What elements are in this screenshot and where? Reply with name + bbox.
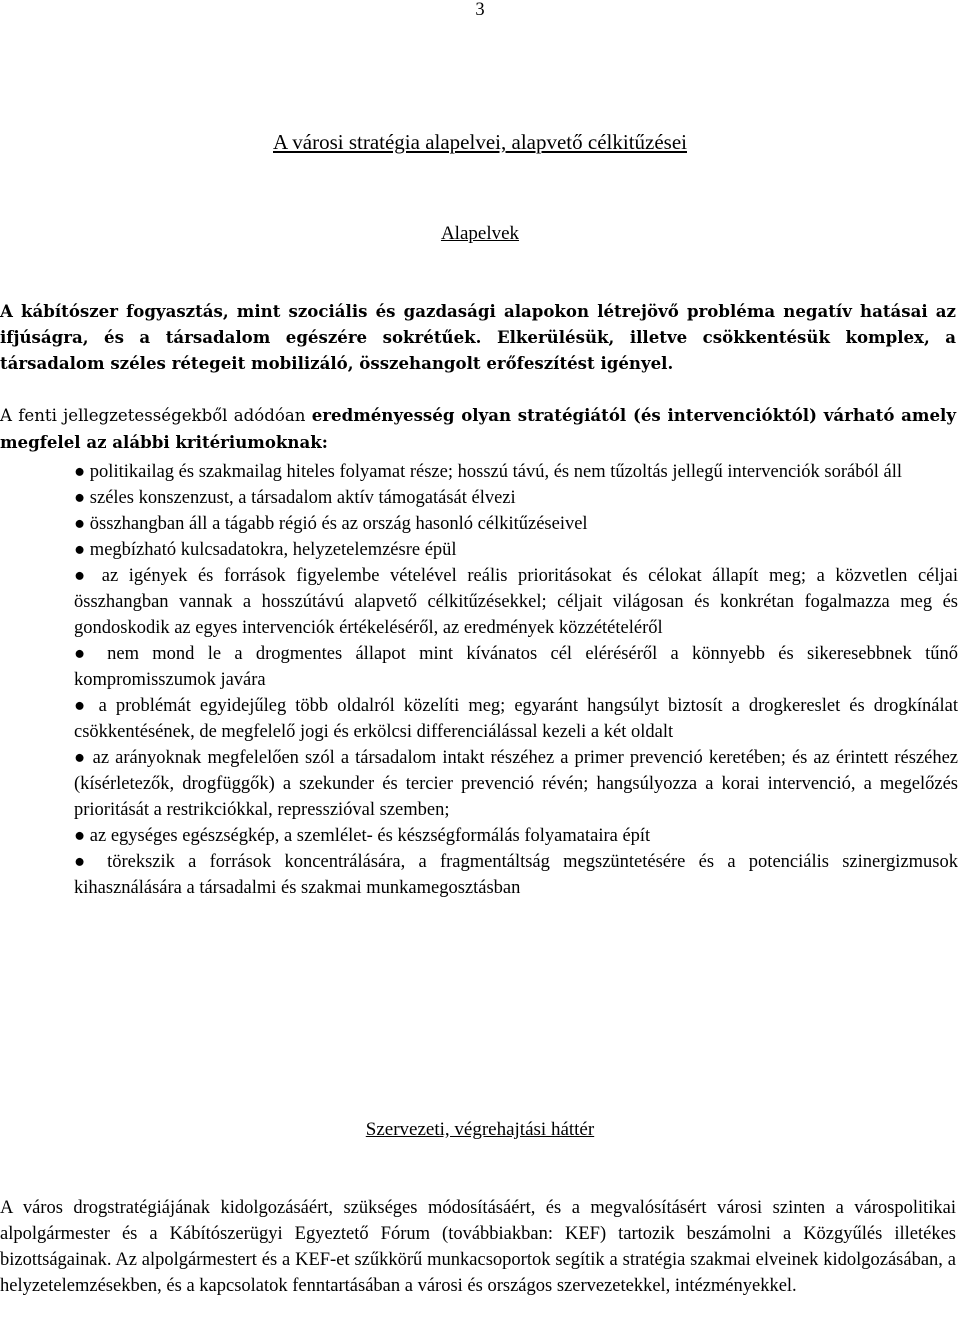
list-item: ● törekszik a források koncentrálására, a fragmentáltság megszüntetésére és a potenciális szinergizmusok kihasználására a társadalmi és szakmai munkamegosztásban <box>74 852 958 898</box>
list-item: ● nem mond le a drogmentes állapot mint kívánatos cél eléréséről a könnyebb és sikeresebbnek tűnő kompromisszumok javára <box>74 644 958 690</box>
list-item: ● széles konszenzust, a társadalom aktív támogatását élvezi <box>74 488 516 508</box>
list-item: ● az egységes egészségkép, a szemlélet- és készségformálás folyamataira épít <box>74 826 651 846</box>
page-number: 3 <box>475 0 485 20</box>
section-heading-szervezeti: Szervezeti, végrehajtási háttér <box>365 1119 595 1140</box>
list-item: ● politikailag és szakmailag hiteles folyamat része; hosszú távú, és nem tűzoltás jellegű intervenciók sorából áll <box>74 462 903 482</box>
list-item: ● az arányoknak megfelelően szól a társadalom intakt részéhez a primer prevenció keretében; és az érintett részéhez (kísérletezők, drogfüggők) a szekunder és tercier prevenció révén; hangsúlyozza a korai intervenció, a megelőzés prioritását a restrikciókkal, represszióval szemben; <box>74 748 958 820</box>
criteria-list <box>74 459 958 901</box>
section-heading-alapelvek: Alapelvek <box>440 223 520 244</box>
page-title: A városi stratégia alapelvei, alapvető célkitűzései <box>273 130 687 154</box>
criteria-intro-paragraph <box>0 402 956 456</box>
list-item: ● az igények és források figyelembe vételével reális prioritásokat és célokat állapít meg; a közvetlen céljai összhangban vannak a hosszútávú alapvető célkitűzésekkel; céljait világosan és konkrétan fogalmazza meg és gondoskodik az egyes intervenciók értékeléséről, az eredmények közzétételéről <box>74 566 958 638</box>
intro-paragraph: A kábítószer fogyasztás, mint szociális és gazdasági alapokon létrejövő probléma negatív hatásai az ifjúságra, és a társadalom egészére sokrétűek. Elkerülésük, illetve csökkentésük komplex, a társadalom széles rétegeit mobilizáló, összehangolt erőfeszítést igényel. <box>0 301 956 373</box>
list-item: ● összhangban áll a tágabb régió és az ország hasonló célkitűzéseivel <box>74 514 588 534</box>
criteria-intro-text: A fenti jellegzetességekből adódóan <box>0 406 312 425</box>
list-item: ● megbízható kulcsadatokra, helyzetelemzésre épül <box>74 540 457 560</box>
organization-paragraph: A város drogstratégiájának kidolgozásáért, szükséges módosításáért, és a megvalósításért városi szinten a várospolitikai alpolgármester és a Kábítószerügyi Egyeztető Fórum (továbbiakban: KEF) tartozik beszámolni a Közgyűlés illetékes bizottságainak. Az alpolgármestert és a KEF-et szűkkörű munkacsoportok segítik a stratégia szakmai elveinek kidolgozásában, a helyzetelemzésekben, és a kapcsolatok fenntartásában a városi és országos szervezetekkel, intézményekkel. <box>0 1198 956 1296</box>
criteria-intro-bold: eredményesség olyan stratégiától (és intervencióktól) várható amely megfelel az alábbi kritériumoknak: <box>0 405 956 452</box>
list-item: ● a problémát egyidejűleg több oldalról közelíti meg; egyaránt hangsúlyt biztosít a drogkereslet és drogkínálat csökkentésének, de megfelelő jogi és erkölcsi differenciálással kezeli a két oldalt <box>74 696 958 742</box>
